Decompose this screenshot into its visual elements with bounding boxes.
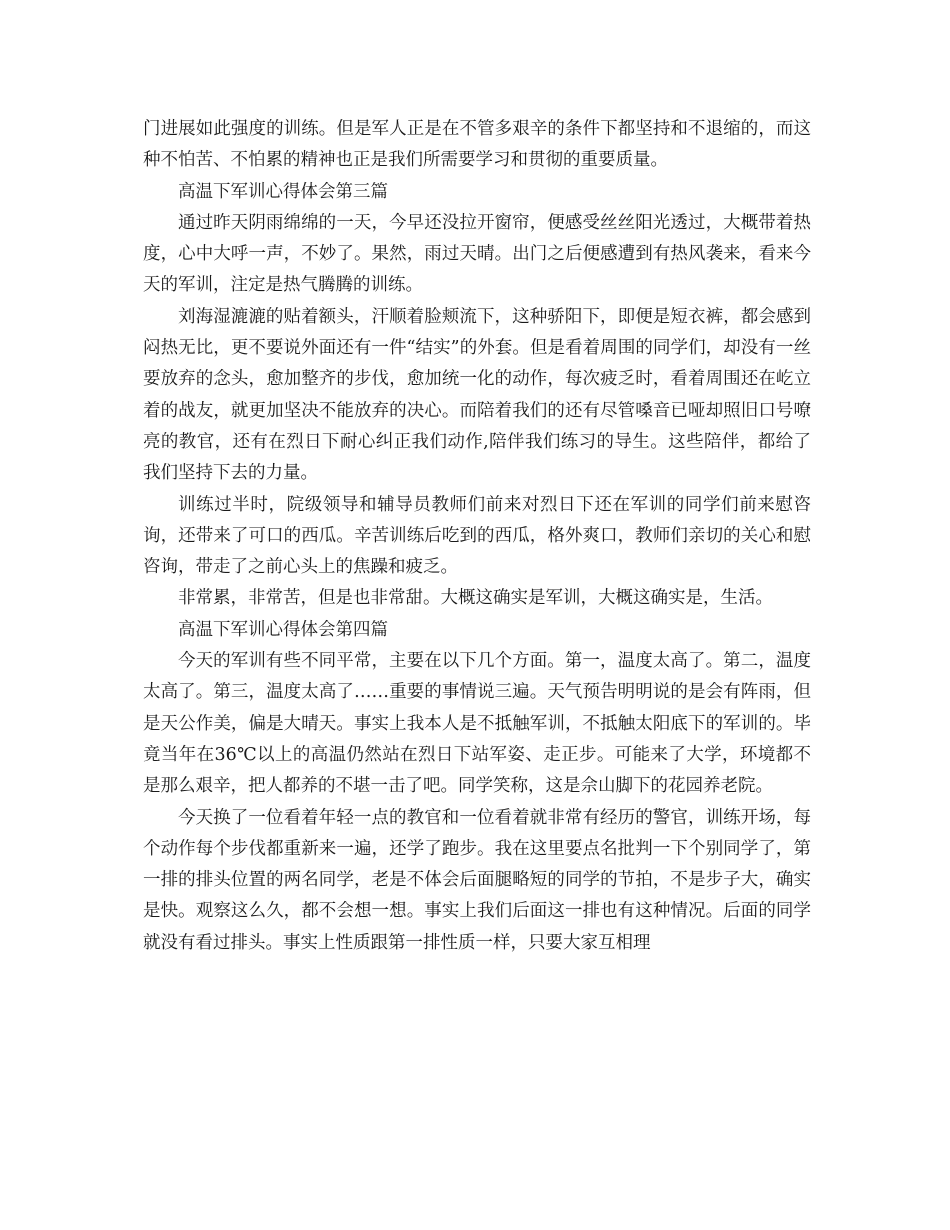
paragraph: 今天的军训有些不同平常，主要在以下几个方面。第一，温度太高了。第二，温度太高了。第三，温度太高了……重要的事情说三遍。天气预告明明说的是会有阵雨，但是天公作美，偏是大晴天。事实上我本人是不抵触军训，不抵触太阳底下的军训的。毕竟当年在36℃以上的高温仍然站在烈日下站军姿、走正步。可能来了大学，环境都不是那么艰辛，把人都养的不堪一击了吧。同学笑称，这是佘山脚下的花园养老院。 — [143, 651, 811, 797]
paragraph-continuation: 门进展如此强度的训练。但是军人正是在不管多艰辛的条件下都坚持和不退缩的，而这种不怕苦、不怕累的精神也正是我们所需要学习和贯彻的重要质量。 — [143, 119, 811, 171]
paragraph: 今天换了一位看着年轻一点的教官和一位看着就非常有经历的警官，训练开场，每个动作每个步伐都重新来一遍，还学了跑步。我在这里要点名批判一下个别同学了，第一排的排头位置的两名同学，老是不体会后面腿略短的同学的节拍，不是步子大，确实是快。观察这么久，都不会想一想。事实上我们后面这一排也有这种情况。后面的同学就没有看过排头。事实上性质跟第一排性质一样，只要大家互相理 — [143, 807, 811, 953]
section-heading-part-3: 高温下军训心得体会第三篇 — [178, 181, 388, 202]
paragraph: 非常累，非常苦，但是也非常甜。大概这确实是军训，大概这确实是，生活。 — [178, 588, 773, 609]
paragraph: 通过昨天阴雨绵绵的一天，今早还没拉开窗帘，便感受丝丝阳光透过，大概带着热度，心中大呼一声，不妙了。果然，雨过天晴。出门之后便感遭到有热风袭来，看来今天的军训，注定是热气腾腾的训练。 — [143, 212, 811, 296]
paragraph: 刘海湿漉漉的贴着额头，汗顺着脸颊流下，这种骄阳下，即便是短衣裤，都会感到闷热无比，更不要说外面还有一件“结实”的外套。但是看着周围的同学们，却没有一丝要放弃的念头，愈加整齐的步伐，愈加统一化的动作，每次疲乏时，看着周围还在屹立着的战友，就更加坚决不能放弃的决心。而陪着我们的还有尽管嗓音已哑却照旧口号嘹亮的教官，还有在烈日下耐心纠正我们动作,陪伴我们练习的导生。这些陪伴，都给了我们坚持下去的力量。 — [143, 306, 811, 484]
paragraph: 训练过半时，院级领导和辅导员教师们前来对烈日下还在军训的同学们前来慰咨询，还带来了可口的西瓜。辛苦训练后吃到的西瓜，格外爽口，教师们亲切的关心和慰咨询，带走了之前心头上的焦躁和疲乏。 — [143, 494, 811, 578]
document-body — [143, 114, 811, 959]
section-heading-part-4: 高温下军训心得体会第四篇 — [178, 619, 388, 640]
